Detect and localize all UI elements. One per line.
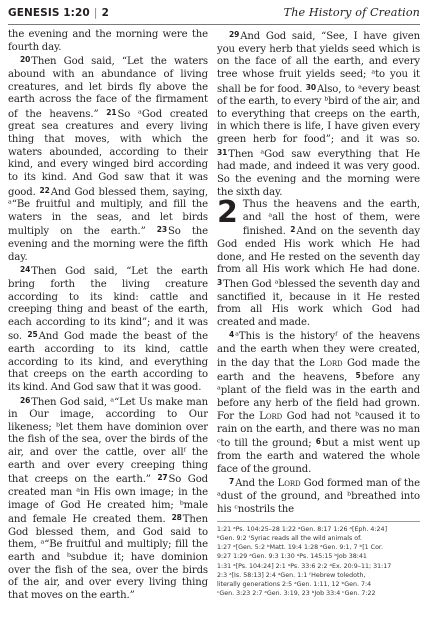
verse-number: 22	[39, 185, 50, 195]
verse-text: Then God blessed them, and God said to them, ᵃ“Be fruitful and multiply; fill the earth and ᵇsubdue it; have dominion over the fish of the sea, over the birds of the air, and over every living thing that moves on the earth.”	[8, 514, 208, 601]
right-column	[217, 29, 420, 603]
verse-text: And on the seventh day God ended His work which He had done, and He rested on the seventh day from all His work which He had done.	[217, 226, 420, 276]
left-column	[8, 29, 208, 603]
divine-name: Lord	[277, 477, 301, 490]
verse-text: Then ᵃGod saw everything that He had made, and indeed it was very good. So the evening and the morning were the sixth day.	[217, 148, 420, 198]
verse-number: 2	[290, 225, 296, 235]
verse-text: the evening and the morning were the fourth day.	[8, 29, 208, 53]
divine-name: Lord	[259, 410, 283, 423]
paragraph-chapter-2-opening	[217, 195, 420, 329]
verse-text: And God made the beast of the earth according to its kind, cattle according to its kind, and everything that creeps on the earth according to its kind. And God saw that it was good.	[8, 331, 208, 393]
verse-text: And God said, “See, I have given you every herb that yields seed which is on the face of all the earth, and every tree whose fruit yields seed; ᵃto you it shall be for food.	[217, 31, 420, 95]
verse-text: Thus the heavens and the earth, and ᵃall the host of them, were finished.	[242, 199, 420, 238]
footnote-line: 1:31 ᵃ[Ps. 104:24] 2:1 ᵃPs. 33:6 2:2 ᵃEx. 20:9–11; 31:17	[217, 562, 392, 570]
verse-number: 4	[229, 330, 235, 340]
verse-number: 24	[20, 265, 31, 275]
verse-text: ᵃThis is the historyᶠ of the heavens and the earth when they were created, in the day that the	[217, 331, 420, 369]
section-title: The History of Creation	[283, 6, 420, 19]
verse-number: 27	[157, 473, 168, 483]
header-separator: |	[93, 6, 98, 19]
verse-number: 29	[229, 30, 240, 39]
verse-number: 30	[305, 82, 316, 92]
chapter-verse-reference: GENESIS 1:20	[8, 7, 90, 19]
divine-name: Lord	[319, 356, 343, 369]
paragraph-verses-29-31	[217, 29, 420, 199]
verse-text: Then God ᵃblessed the seventh day and sanctified it, because in it He rested from all His work which God had created and made.	[217, 278, 420, 328]
verse-text: God formed man of the ᵃdust of the ground, and ᵇbreathed into his ᶜnostrils the	[217, 478, 420, 515]
verse-number: 21	[106, 107, 117, 117]
verse-text: but a mist went up from the earth and watered the whole face of the ground.	[217, 438, 420, 475]
verse-text: And the	[235, 478, 278, 490]
paragraph-verses-26-28	[8, 395, 208, 603]
header-left	[8, 6, 109, 19]
footnote-line: ᵇGen. 9:2 ᶠSyriac reads all the wild animals of.	[217, 535, 362, 543]
paragraph-fourth-day	[8, 29, 208, 54]
two-column-body	[8, 29, 420, 603]
verse-number: 20	[20, 55, 31, 65]
footnote-line: 1:21 ᵃPs. 104:25–28 1:22 ᵃGen. 8:17 1:26 ᵃ[Eph. 4:24]	[217, 526, 388, 534]
footnote-line: 2:3 ᵃ[Is. 58:13] 2:4 ᵃGen. 1:1 ᶠHebrew toledoth,	[217, 571, 366, 579]
paragraph-verses-24-25	[8, 264, 208, 394]
footnote-line: literally generations 2:5 ᵃGen. 1:11, 12 ᵇGen. 7:4	[217, 580, 372, 588]
verse-text: before any ᵃplant of the field was in the earth and before any herb of the field had grown. For the	[217, 372, 420, 423]
page-number: 2	[101, 7, 109, 19]
cross-reference-footnotes	[217, 521, 420, 598]
verse-number: 28	[171, 513, 182, 523]
verse-text: God had not ᵇcaused it to rain on the earth, and there was no man ᶜto till the ground;	[217, 411, 420, 450]
verse-number: 6	[315, 437, 321, 447]
chapter-number: 2	[217, 195, 238, 231]
paragraph-verses-4-6	[217, 329, 420, 476]
verse-number: 3	[217, 277, 223, 287]
paragraph-verses-20-23	[8, 54, 208, 264]
verse-text: So God created man ᵃin His own image; in the image of God He created him; ᵇmale and female He created them.	[8, 474, 208, 526]
footnote-line: 1:27 ᵃ[Gen. 5:2 ᵇMatt. 19:4 1:28 ᵃGen. 9:1, 7 ᵇ[1 Cor.	[217, 544, 383, 552]
verse-number: 7	[229, 477, 235, 487]
verse-text: Then God said, “Let the waters abound with an abundance of living creatures, and let birds fly above the earth across the face of the firmament of the heavens.”	[8, 56, 208, 120]
verse-number: 5	[355, 371, 361, 381]
verse-number: 23	[156, 225, 167, 235]
running-header	[8, 6, 420, 25]
verse-text: God made the earth and the heavens,	[217, 357, 420, 384]
verse-text: So ᵃGod created great sea creatures and every living thing that moves, with which the waters abounded, according to their kind, and every winged bird according to its kind. And God saw that it was good.	[8, 108, 208, 198]
verse-text: Then God said, ᵃ“Let Us make man in Our image, according to Our likeness; ᵇlet them have dominion over the fish of the sea, over the birds of the air, and over the cattle, over allᶠ the earth and over every creeping thing that creeps on the earth.”	[8, 396, 208, 486]
verse-text: And God blessed them, saying, ᵃ“Be fruitful and multiply, and fill the waters in the seas, and let birds multiply on the earth.”	[8, 186, 208, 238]
paragraph-verse-7	[217, 476, 420, 516]
verse-text: So the evening and the morning were the fifth day.	[8, 226, 208, 263]
verse-number: 26	[20, 395, 31, 405]
footnote-line: ᶜGen. 3:23 2:7 ᵃGen. 3:19, 23 ᵇJob 33:4 ᶜGen. 7:22	[217, 589, 376, 597]
verse-number: 25	[27, 330, 38, 340]
verse-text: Then God said, “Let the earth bring forth the living creature according to its kind: cattle and creeping thing and beast of the earth, each according to its kind”; and it was so.	[8, 266, 208, 343]
verse-number: 31	[217, 147, 228, 157]
verse-text: Also, to ᵃevery beast of the earth, to every ᵇbird of the air, and to everything that creeps on the earth, in which there is life, I have given every green herb for food”; and it was so.	[217, 83, 420, 145]
footnote-line: 9:27 1:29 ᵃGen. 9:3 1:30 ᵃPs. 145:15 ᵇJob 38:41	[217, 553, 367, 561]
